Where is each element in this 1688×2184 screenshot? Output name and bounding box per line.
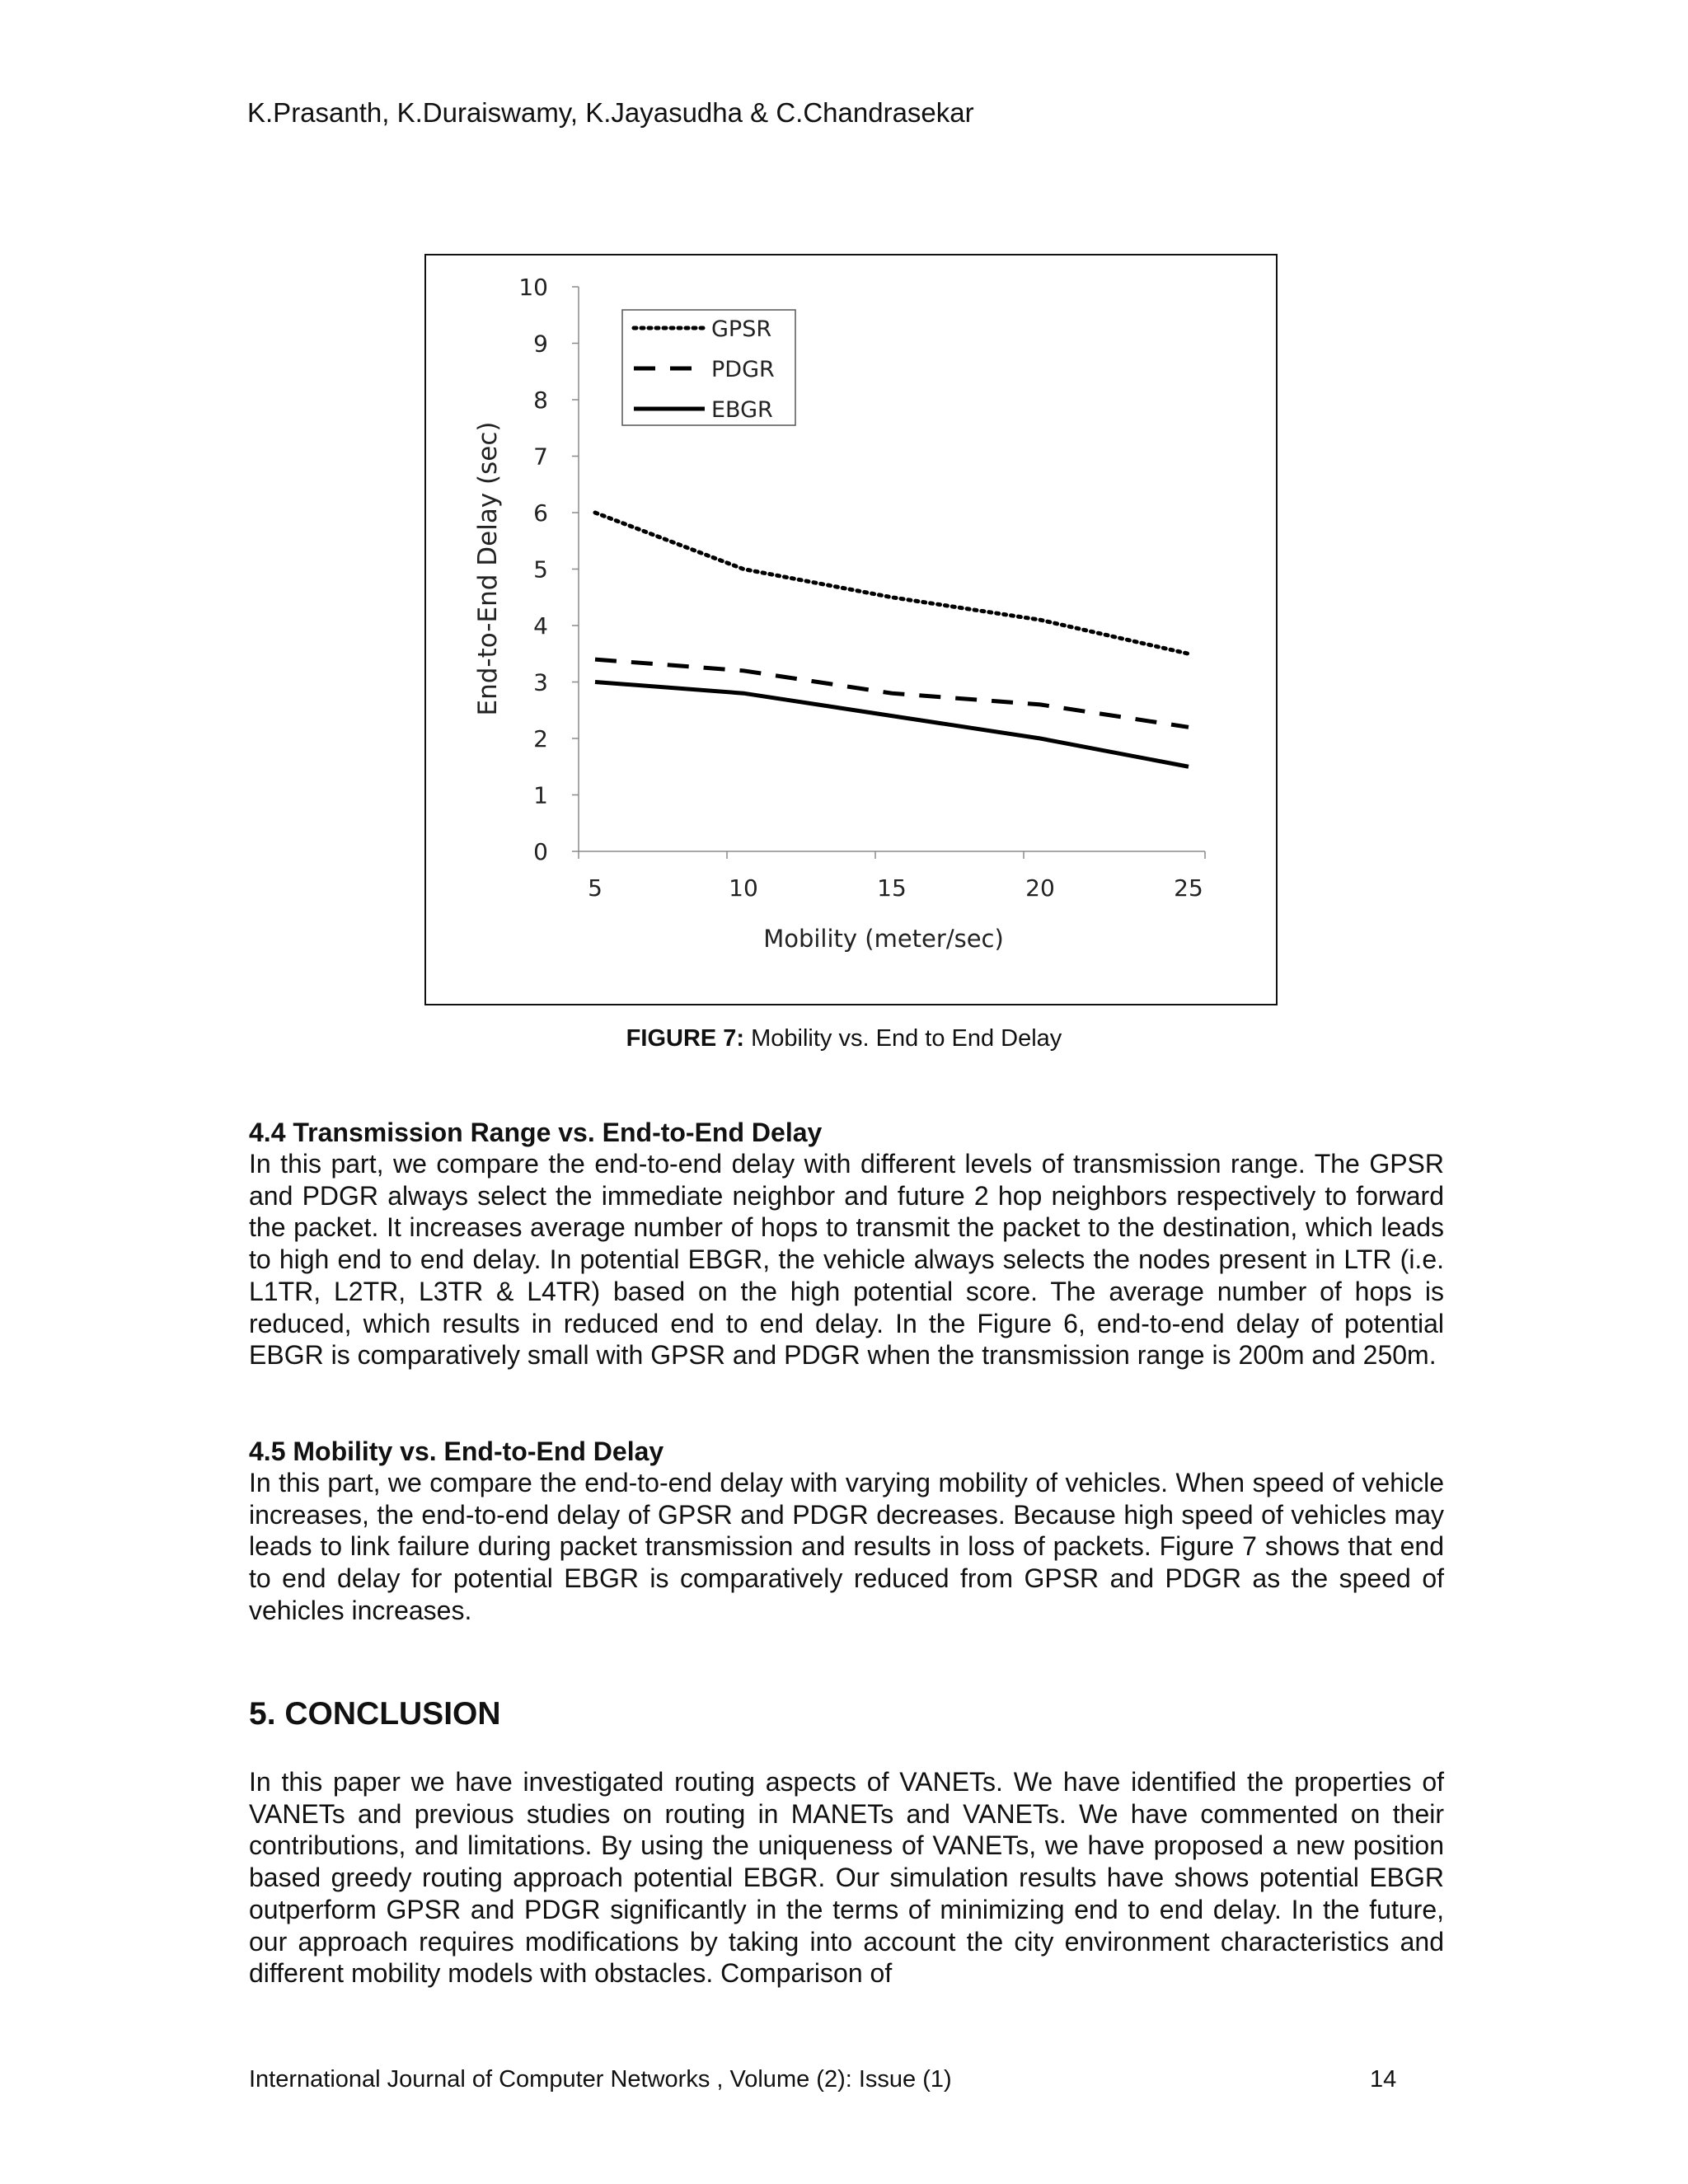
y-tick-label: 10 (518, 274, 548, 301)
figure-7-chart (426, 255, 1275, 1003)
figure-7-frame (424, 254, 1278, 1005)
y-tick-label: 2 (533, 725, 548, 752)
y-tick-label: 1 (533, 781, 548, 809)
legend-label-ebgr: EBGR (711, 397, 773, 423)
y-tick-label: 3 (533, 668, 548, 696)
x-tick-label: 15 (877, 874, 907, 902)
footer-journal: International Journal of Computer Networks , Volume (2): Issue (1) (249, 2066, 952, 2093)
y-axis-title: End-to-End Delay (sec) (473, 421, 503, 716)
x-tick-label: 20 (1025, 874, 1055, 902)
conclusion-title: 5. CONCLUSION (249, 1696, 501, 1732)
y-tick-label: 7 (533, 443, 548, 471)
y-tick-label: 4 (533, 612, 548, 640)
legend-label-gpsr: GPSR (711, 316, 772, 342)
x-axis-title: Mobility (meter/sec) (763, 925, 1004, 953)
x-tick-label: 10 (729, 874, 758, 902)
running-header: K.Prasanth, K.Duraiswamy, K.Jayasudha & C.Chandrasekar (247, 97, 974, 128)
legend-label-pdgr: PDGR (711, 357, 775, 382)
series-line-gpsr (595, 513, 1189, 654)
figure-caption-text: Mobility vs. End to End Delay (744, 1025, 1062, 1052)
conclusion-body: In this paper we have investigated routing aspects of VANETs. We have identified the properties of VANETs and previous studies on routing in MANETs and VANETs. We have commented on their contributions, and limitations. By using the uniqueness of VANETs, we have proposed a new position based greedy routing approach potential EBGR. Our simulation results have shows potential EBGR outperform GPSR and PDGR significantly in the terms of minimizing end to end delay. In the future, our approach requires modifications by taking into account the city environment characteristics and different mobility models with obstacles. Comparison of (249, 1767, 1444, 1989)
page-number: 14 (1370, 2066, 1397, 2093)
y-tick-label: 5 (533, 555, 548, 583)
x-tick-label: 25 (1174, 874, 1203, 902)
y-tick-label: 6 (533, 499, 548, 527)
section-4-5-title: 4.5 Mobility vs. End-to-End Delay (249, 1436, 664, 1466)
y-tick-label: 9 (533, 330, 548, 358)
y-tick-label: 0 (533, 838, 548, 865)
section-4-4-title: 4.4 Transmission Range vs. End-to-End Delay (249, 1118, 823, 1147)
figure-caption (0, 1025, 1688, 1052)
figure-caption-label: FIGURE 7: (626, 1025, 745, 1052)
y-tick-label: 8 (533, 387, 548, 414)
section-4-5-body: In this part, we compare the end-to-end delay with varying mobility of vehicles. When speed of vehicle increases, the end-to-end delay of GPSR and PDGR decreases. Because high speed of vehicles may leads to link failure during packet transmission and results in loss of packets. Figure 7 shows that end to end delay for potential EBGR is comparatively reduced from GPSR and PDGR as the speed of vehicles increases. (249, 1468, 1444, 1625)
x-tick-label: 5 (588, 874, 603, 902)
section-4-4-body: In this part, we compare the end-to-end delay with different levels of transmission range. The GPSR and PDGR always select the immediate neighbor and future 2 hop neighbors respectively to forward the packet. It increases average number of hops to transmit the packet to the destination, which leads to high end to end delay. In potential EBGR, the vehicle always selects the nodes present in LTR (i.e. L1TR, L2TR, L3TR & L4TR) based on the high potential score. The average number of hops is reduced, which results in reduced end to end delay. In the Figure 6, end-to-end delay of potential EBGR is comparatively small with GPSR and PDGR when the transmission range is 200m and 250m. (249, 1149, 1444, 1371)
